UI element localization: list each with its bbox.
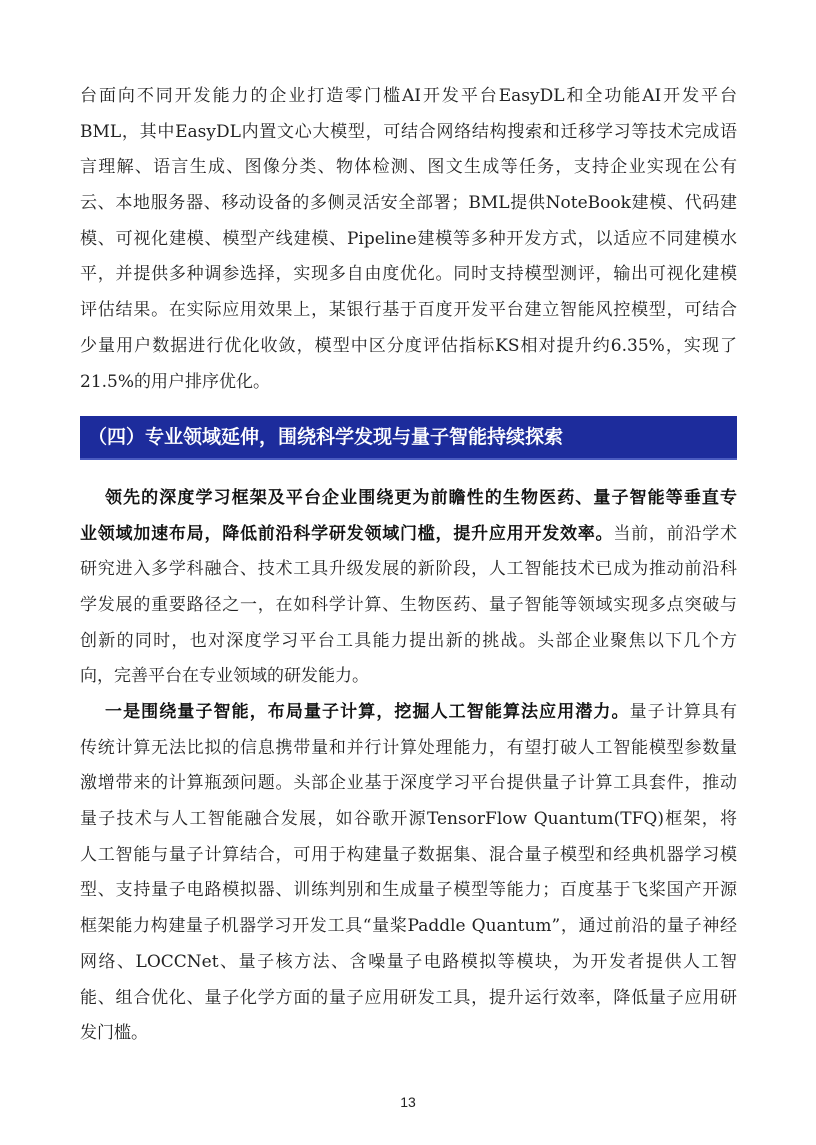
body-text: 框架能力构建量子机器学习开发工具“量桨Paddle Quantum”，通过前沿的量子神经 [80,916,737,937]
text-line [80,624,737,660]
text-line [80,222,737,258]
text-line [80,552,737,588]
body-text: 能、组合优化、量子化学方面的量子应用研发工具，提升运行效率，降低量子应用研 [80,987,737,1008]
text-line [80,731,737,767]
paragraph-quantum [80,695,737,1052]
text-line [80,79,737,115]
text-line [80,945,737,981]
body-text: 模、可视化建模、模型产线建模、Pipeline建模等多种开发方式，以适应不同建模水 [80,228,737,249]
body-text: 研究进入多学科融合、技术工具升级发展的新阶段，人工智能技术已成为推动前沿科 [80,559,737,580]
text-line [80,186,737,222]
text-line [80,1016,737,1052]
text-line [80,766,737,802]
body-text: 少量用户数据进行优化收敛，模型中区分度评估指标KS相对提升约6.35%，实现了 [80,335,737,356]
text-line [80,115,737,151]
text-line [80,481,737,517]
body-text: 传统计算无法比拟的信息携带量和并行计算处理能力，有望打破人工智能模型参数量 [80,737,737,758]
bold-lead-text: 一是围绕量子智能，布局量子计算，挖掘人工智能算法应用潜力。 [105,702,630,722]
body-text: 人工智能与量子计算结合，可用于构建量子数据集、混合量子模型和经典机器学习模 [80,844,737,865]
text-line [80,659,737,695]
body-text: 型、支持量子电路模拟器、训练判别和生成量子模型等能力；百度基于飞桨国产开源 [80,880,737,901]
body-text: 评估结果。在实际应用效果上，某银行基于百度开发平台建立智能风控模型，可结合 [80,300,737,321]
body-text: 发门槛。 [80,1023,148,1044]
body-text: 学发展的重要路径之一，在如科学计算、生物医药、量子智能等领域实现多点突破与 [80,595,737,616]
text-line [80,150,737,186]
body-text: 向，完善平台在专业领域的研发能力。 [80,666,369,687]
paragraph-intro [80,79,737,400]
section-heading-bar [80,416,737,460]
body-text: 云、本地服务器、移动设备的多侧灵活安全部署；BML提供NoteBook建模、代码建 [80,193,737,214]
body-text: 平，并提供多种调参选择，实现多自由度优化。同时支持模型测评，输出可视化建模 [80,264,737,285]
text-line [80,329,737,365]
text-line [80,257,737,293]
body-text: 言理解、语言生成、图像分类、物体检测、图文生成等任务，支持企业实现在公有 [80,157,737,178]
text-line [80,873,737,909]
text-line [80,517,737,553]
text-line [80,802,737,838]
text-line [80,981,737,1017]
body-text: BML，其中EasyDL内置文心大模型，可结合网络结构搜索和迁移学习等技术完成语 [80,121,737,142]
body-text: 台面向不同开发能力的企业打造零门槛AI开发平台EasyDL和全功能AI开发平台 [80,86,737,106]
body-text: 激增带来的计算瓶颈问题。头部企业基于深度学习平台提供量子计算工具套件，推动 [80,773,737,794]
bold-lead-text: 业领域加速布局，降低前沿科学研发领域门槛，提升应用开发效率。 [80,523,614,544]
paragraph-overview [80,481,737,695]
body-text: 创新的同时，也对深度学习平台工具能力提出新的挑战。头部企业聚焦以下几个方 [80,630,737,651]
text-line [80,293,737,329]
body-text: 当前，前沿学术 [613,523,738,544]
text-line [80,909,737,945]
body-text: 21.5%的用户排序优化。 [80,371,271,392]
body-text: 量子计算具有 [629,702,738,722]
text-line [80,838,737,874]
bold-lead-text: 领先的深度学习框架及平台企业围绕更为前瞻性的生物医药、量子智能等垂直专 [105,488,737,508]
section-heading: （四）专业领域延伸，围绕科学发现与量子智能持续探索 [88,426,564,448]
page-number: 13 [400,1094,416,1110]
text-line [80,588,737,624]
text-line [80,365,737,401]
body-text: 量子技术与人工智能融合发展，如谷歌开源TensorFlow Quantum(TFQ)框架，将 [80,809,737,830]
text-line [80,695,737,731]
body-text: 网络、LOCCNet、量子核方法、含噪量子电路模拟等模块，为开发者提供人工智 [80,951,737,972]
